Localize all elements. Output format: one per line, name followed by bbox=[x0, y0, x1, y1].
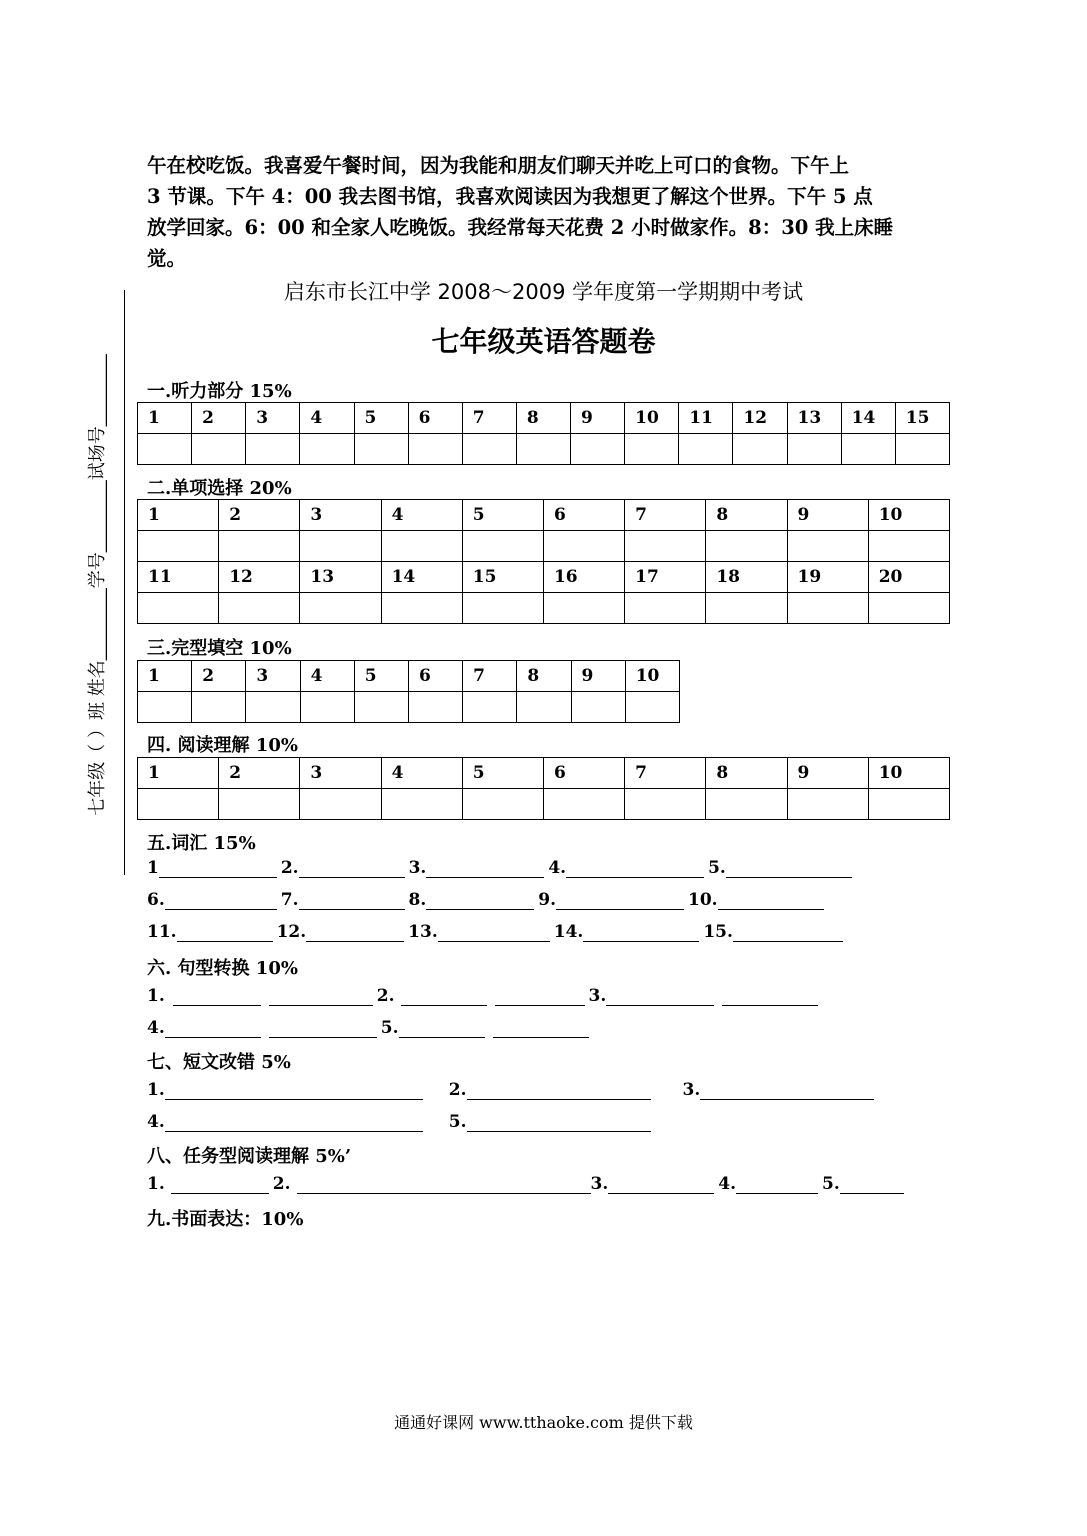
answer-blank[interactable] bbox=[583, 923, 699, 942]
answer-blank[interactable] bbox=[165, 1081, 423, 1100]
answer-cell[interactable] bbox=[868, 531, 949, 562]
blank-number: 11. bbox=[147, 922, 177, 942]
answer-cell[interactable] bbox=[463, 692, 517, 723]
answer-blank[interactable] bbox=[467, 1081, 651, 1100]
grid-number: 8 bbox=[516, 403, 570, 434]
answer-cell[interactable] bbox=[516, 434, 570, 465]
answer-cell[interactable] bbox=[571, 692, 625, 723]
listening-answer-grid bbox=[137, 402, 950, 465]
answer-cell[interactable] bbox=[543, 593, 624, 624]
binding-line bbox=[124, 290, 125, 875]
answer-cell[interactable] bbox=[300, 531, 381, 562]
answer-cell[interactable] bbox=[679, 434, 733, 465]
grid-number: 9 bbox=[787, 758, 868, 789]
answer-cell[interactable] bbox=[138, 692, 192, 723]
grid-number: 3 bbox=[246, 661, 300, 692]
grid-number: 5 bbox=[354, 403, 408, 434]
answer-blank[interactable] bbox=[171, 1175, 269, 1194]
section-error-correction-heading: 七、短文改错 5% bbox=[147, 1052, 291, 1073]
grid-number: 5 bbox=[462, 758, 543, 789]
answer-blank[interactable] bbox=[165, 1113, 423, 1132]
section-vocabulary-heading: 五.词汇 15% bbox=[147, 833, 256, 854]
answer-cell[interactable] bbox=[246, 692, 300, 723]
grid-number: 9 bbox=[571, 661, 625, 692]
grid-number: 14 bbox=[381, 562, 462, 593]
passage-line: 觉。 bbox=[147, 247, 187, 270]
answer-cell[interactable] bbox=[868, 789, 949, 820]
answer-cell[interactable] bbox=[354, 692, 408, 723]
grid-number: 20 bbox=[868, 562, 949, 593]
answer-blank[interactable] bbox=[399, 1019, 485, 1038]
answer-blank[interactable] bbox=[438, 923, 550, 942]
grid-answer-row bbox=[138, 692, 680, 723]
grid-number: 1 bbox=[138, 758, 219, 789]
answer-blank[interactable] bbox=[177, 923, 273, 942]
vocab-row bbox=[147, 890, 828, 910]
grid-number: 17 bbox=[625, 562, 706, 593]
grid-number: 2 bbox=[192, 403, 246, 434]
grid-number: 2 bbox=[219, 758, 300, 789]
answer-blank[interactable] bbox=[426, 891, 534, 910]
task-reading-row bbox=[147, 1174, 908, 1194]
answer-cell[interactable] bbox=[462, 789, 543, 820]
grid-number: 6 bbox=[543, 500, 624, 531]
answer-blank[interactable] bbox=[495, 987, 585, 1006]
grid-number: 3 bbox=[300, 500, 381, 531]
page-title: 七年级英语答题卷 bbox=[431, 325, 656, 358]
answer-blank[interactable] bbox=[718, 891, 824, 910]
answer-blank[interactable] bbox=[306, 923, 404, 942]
grid-number: 13 bbox=[787, 403, 841, 434]
blank-number: 6. bbox=[147, 890, 165, 910]
grid-number: 7 bbox=[625, 758, 706, 789]
grid-number: 10 bbox=[868, 758, 949, 789]
grid-number: 4 bbox=[381, 500, 462, 531]
answer-cell[interactable] bbox=[868, 593, 949, 624]
grid-number: 7 bbox=[463, 661, 517, 692]
blank-number: 5. bbox=[822, 1174, 840, 1194]
answer-cell[interactable] bbox=[571, 434, 625, 465]
answer-blank[interactable] bbox=[700, 1081, 874, 1100]
cloze-answer-grid bbox=[137, 660, 680, 723]
blank-number: 4. bbox=[147, 1018, 165, 1038]
blank-number: 13. bbox=[408, 922, 438, 942]
grid-number: 8 bbox=[706, 758, 787, 789]
answer-cell[interactable] bbox=[246, 434, 300, 465]
section-sentence-transform-heading: 六. 句型转换 10% bbox=[147, 958, 298, 979]
answer-blank[interactable] bbox=[426, 859, 544, 878]
answer-blank[interactable] bbox=[608, 1175, 714, 1194]
answer-cell[interactable] bbox=[381, 593, 462, 624]
answer-cell[interactable] bbox=[841, 434, 895, 465]
answer-blank[interactable] bbox=[269, 1019, 377, 1038]
blank-number: 5. bbox=[708, 858, 726, 878]
answer-cell[interactable] bbox=[625, 593, 706, 624]
grid-number: 11 bbox=[138, 562, 219, 593]
school-heading: 启东市长江中学 2008～2009 学年度第一学期期中考试 bbox=[283, 280, 804, 304]
answer-blank[interactable] bbox=[840, 1175, 904, 1194]
vocab-row bbox=[147, 858, 856, 878]
grid-answer-row bbox=[138, 593, 950, 624]
answer-cell[interactable] bbox=[381, 531, 462, 562]
grid-number: 18 bbox=[706, 562, 787, 593]
answer-cell[interactable] bbox=[543, 531, 624, 562]
answer-blank[interactable] bbox=[299, 891, 405, 910]
answer-cell[interactable] bbox=[219, 789, 300, 820]
grid-number: 16 bbox=[543, 562, 624, 593]
answer-cell[interactable] bbox=[408, 434, 462, 465]
grid-number: 19 bbox=[787, 562, 868, 593]
answer-cell[interactable] bbox=[381, 789, 462, 820]
answer-cell[interactable] bbox=[300, 593, 381, 624]
blank-number: 12. bbox=[276, 922, 307, 942]
blank-number: 5. bbox=[380, 1018, 399, 1038]
grid-number: 15 bbox=[462, 562, 543, 593]
blank-number: 3. bbox=[588, 986, 607, 1006]
answer-cell[interactable] bbox=[408, 692, 462, 723]
blank-number: 3. bbox=[590, 1174, 609, 1194]
answer-cell[interactable] bbox=[787, 531, 868, 562]
blank-number: 1. bbox=[147, 1080, 165, 1100]
answer-blank[interactable] bbox=[173, 987, 261, 1006]
section-cloze-heading: 三.完型填空 10% bbox=[147, 638, 292, 659]
vocab-row bbox=[147, 922, 847, 942]
grid-number: 3 bbox=[246, 403, 300, 434]
answer-cell[interactable] bbox=[192, 692, 246, 723]
answer-blank[interactable] bbox=[165, 1019, 261, 1038]
answer-cell[interactable] bbox=[138, 789, 219, 820]
answer-cell[interactable] bbox=[219, 593, 300, 624]
grid-number: 10 bbox=[625, 403, 679, 434]
grid-number: 2 bbox=[219, 500, 300, 531]
grid-number: 10 bbox=[868, 500, 949, 531]
blank-number: 4. bbox=[548, 858, 567, 878]
answer-cell[interactable] bbox=[138, 434, 192, 465]
blank-number: 2. bbox=[280, 858, 299, 878]
answer-cell[interactable] bbox=[219, 531, 300, 562]
grid-number: 12 bbox=[733, 403, 787, 434]
answer-cell[interactable] bbox=[625, 434, 679, 465]
answer-blank[interactable] bbox=[401, 987, 487, 1006]
answer-cell[interactable] bbox=[895, 434, 949, 465]
answer-cell[interactable] bbox=[787, 789, 868, 820]
blank-number: 4. bbox=[718, 1174, 736, 1194]
grid-number: 4 bbox=[300, 661, 354, 692]
blank-number: 7. bbox=[280, 890, 299, 910]
grid-number: 6 bbox=[408, 661, 462, 692]
answer-blank[interactable] bbox=[299, 859, 405, 878]
grid-number: 5 bbox=[354, 661, 408, 692]
answer-cell[interactable] bbox=[462, 531, 543, 562]
grid-number: 14 bbox=[841, 403, 895, 434]
answer-cell[interactable] bbox=[706, 593, 787, 624]
blank-number: 1 bbox=[147, 858, 159, 878]
grid-number-row bbox=[138, 661, 680, 692]
grid-number: 11 bbox=[679, 403, 733, 434]
grid-number: 1 bbox=[138, 403, 192, 434]
grid-answer-row bbox=[138, 789, 950, 820]
grid-number: 7 bbox=[462, 403, 516, 434]
answer-blank[interactable] bbox=[159, 859, 277, 878]
grid-answer-row bbox=[138, 434, 950, 465]
answer-cell[interactable] bbox=[787, 434, 841, 465]
grid-number: 9 bbox=[787, 500, 868, 531]
transform-row bbox=[147, 1018, 593, 1038]
section-reading-heading: 四. 阅读理解 10% bbox=[147, 735, 298, 756]
answer-blank[interactable] bbox=[297, 1175, 591, 1194]
answer-cell[interactable] bbox=[625, 531, 706, 562]
answer-cell[interactable] bbox=[706, 531, 787, 562]
grid-number: 6 bbox=[543, 758, 624, 789]
answer-cell[interactable] bbox=[787, 593, 868, 624]
answer-blank[interactable] bbox=[736, 1175, 818, 1194]
blank-number: 2. bbox=[272, 1174, 291, 1194]
section-task-reading-heading: 八、任务型阅读理解 5%’ bbox=[147, 1146, 352, 1167]
answer-blank[interactable] bbox=[566, 859, 704, 878]
blank-number: 2. bbox=[448, 1080, 467, 1100]
answer-cell[interactable] bbox=[300, 692, 354, 723]
grid-number: 6 bbox=[408, 403, 462, 434]
answer-cell[interactable] bbox=[300, 434, 354, 465]
answer-cell[interactable] bbox=[706, 789, 787, 820]
blank-number: 3. bbox=[408, 858, 427, 878]
grid-number: 1 bbox=[138, 500, 219, 531]
grid-number: 8 bbox=[517, 661, 571, 692]
blank-number: 14. bbox=[553, 922, 584, 942]
passage bbox=[147, 150, 947, 274]
answer-cell[interactable] bbox=[733, 434, 787, 465]
answer-cell[interactable] bbox=[300, 789, 381, 820]
blank-number: 15. bbox=[703, 922, 733, 942]
reading-answer-grid bbox=[137, 757, 950, 820]
single-choice-answer-grid bbox=[137, 499, 950, 624]
answer-blank[interactable] bbox=[269, 987, 373, 1006]
answer-blank[interactable] bbox=[467, 1113, 651, 1132]
answer-blank[interactable] bbox=[726, 859, 852, 878]
blank-number: 4. bbox=[147, 1112, 165, 1132]
grid-answer-row bbox=[138, 531, 950, 562]
section-listening-heading: 一.听力部分 15% bbox=[147, 381, 292, 402]
grid-number: 4 bbox=[381, 758, 462, 789]
answer-cell[interactable] bbox=[192, 434, 246, 465]
answer-cell[interactable] bbox=[462, 593, 543, 624]
grid-number: 2 bbox=[192, 661, 246, 692]
footer: 通通好课网 www.tthaoke.com 提供下载 bbox=[394, 1413, 693, 1432]
correction-row bbox=[147, 1112, 655, 1132]
blank-number: 3. bbox=[682, 1080, 701, 1100]
answer-cell[interactable] bbox=[462, 434, 516, 465]
section-writing-heading: 九.书面表达：10% bbox=[147, 1209, 304, 1230]
answer-cell[interactable] bbox=[517, 692, 571, 723]
student-info-sidebar bbox=[78, 300, 114, 870]
passage-line: 放学回家。6：00 和全家人吃晚饭。我经常每天花费 2 小时做家作。8：30 我上床睡 bbox=[147, 216, 894, 239]
correction-row bbox=[147, 1080, 878, 1100]
answer-blank[interactable] bbox=[493, 1019, 589, 1038]
grid-number: 10 bbox=[625, 661, 679, 692]
answer-cell[interactable] bbox=[543, 789, 624, 820]
passage-line: 3 节课。下午 4：00 我去图书馆，我喜欢阅读因为我想更了解这个世界。下午 5 点 bbox=[147, 185, 873, 208]
grid-number-row bbox=[138, 562, 950, 593]
answer-cell[interactable] bbox=[138, 531, 219, 562]
answer-cell[interactable] bbox=[625, 692, 679, 723]
answer-blank[interactable] bbox=[556, 891, 684, 910]
blank-number: 2. bbox=[376, 986, 395, 1006]
grid-number: 15 bbox=[895, 403, 949, 434]
grid-number: 5 bbox=[462, 500, 543, 531]
blank-number: 5. bbox=[448, 1112, 467, 1132]
student-info-text: 七年级（ ）班 姓名________学号________试场号________ bbox=[87, 354, 108, 816]
answer-blank[interactable] bbox=[606, 987, 714, 1006]
answer-blank[interactable] bbox=[722, 987, 818, 1006]
blank-number: 1. bbox=[147, 1174, 165, 1194]
grid-number: 3 bbox=[300, 758, 381, 789]
section-single-choice-heading: 二.单项选择 20% bbox=[147, 478, 292, 499]
grid-number-row bbox=[138, 403, 950, 434]
grid-number: 4 bbox=[300, 403, 354, 434]
answer-blank[interactable] bbox=[165, 891, 277, 910]
passage-line: 午在校吃饭。我喜爱午餐时间，因为我能和朋友们聊天并吃上可口的食物。下午上 bbox=[147, 154, 850, 177]
grid-number-row bbox=[138, 500, 950, 531]
grid-number: 13 bbox=[300, 562, 381, 593]
grid-number: 12 bbox=[219, 562, 300, 593]
answer-cell[interactable] bbox=[625, 789, 706, 820]
grid-number: 9 bbox=[571, 403, 625, 434]
grid-number: 7 bbox=[625, 500, 706, 531]
blank-number: 1. bbox=[147, 986, 165, 1006]
blank-number: 8. bbox=[408, 890, 427, 910]
answer-blank[interactable] bbox=[733, 923, 843, 942]
blank-number: 10. bbox=[688, 890, 718, 910]
grid-number: 1 bbox=[138, 661, 192, 692]
grid-number-row bbox=[138, 758, 950, 789]
blank-number: 9. bbox=[538, 890, 556, 910]
transform-row bbox=[147, 986, 822, 1006]
grid-number: 8 bbox=[706, 500, 787, 531]
answer-cell[interactable] bbox=[354, 434, 408, 465]
answer-cell[interactable] bbox=[138, 593, 219, 624]
